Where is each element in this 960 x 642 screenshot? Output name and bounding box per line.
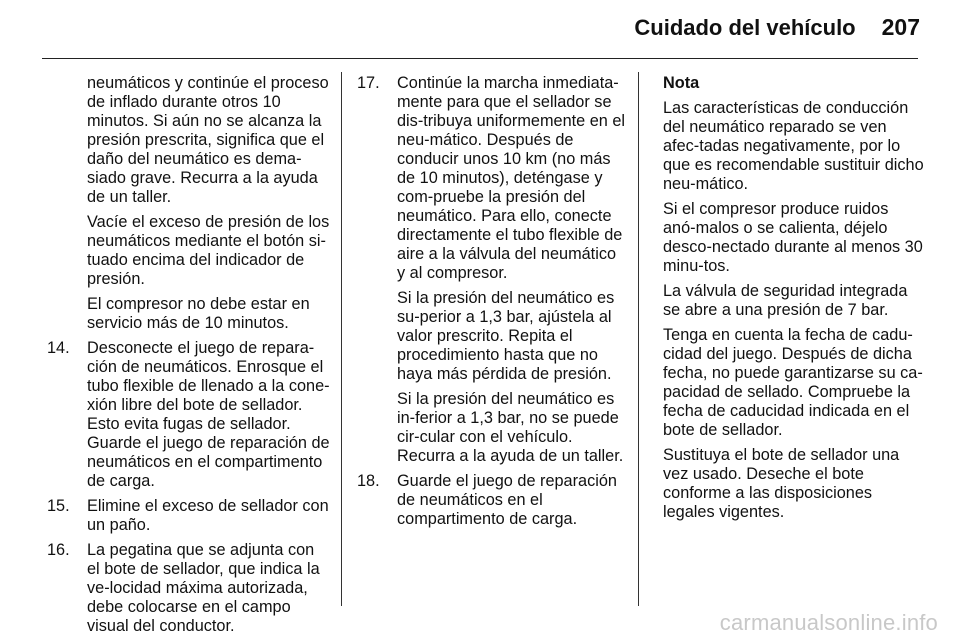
header-rule [42,58,918,59]
step-number: 14. [47,339,70,357]
page-header [634,14,920,46]
step-text: Elimine el exceso de sellador con un paño. [87,497,329,534]
note-paragraph: Tenga en cuenta la fecha de cadu-cidad del juego. Después de dicha fecha, no puede garantizarse su ca-pacidad de sellado. Compruebe la fecha de caducidad indicada en el bote de sellador. [663,326,923,439]
step-text: Si la presión del neumático es in-ferior a 1,3 bar, no se puede cir-cular con el vehículo. Recurra a la ayuda de un taller. [397,390,624,465]
note-paragraph: Si el compresor produce ruidos anó-malos o se calienta, déjelo desco-nectado durante al menos 30 minu-tos. [663,200,923,275]
step-text: Continúe la marcha inmediata-mente para que el sellador se dis-tribuya uniformemente en el neu-mático. Después de conducir unos 10 km (no más de 10 minutos), deténgase y com-pruebe la presión del neumático. Para ello, conecte directamente el tubo flexible de aire a la válvula del neumático y al compresor. [397,74,626,282]
note-paragraph: Sustituya el bote de sellador una vez usado. Deseche el bote conforme a las disposiciones legales vigentes. [663,446,900,521]
paragraph: El compresor no debe estar en servicio más de 10 minutos. [87,295,310,332]
continued-step-text [47,74,331,333]
step-15 [47,497,331,535]
step-16 [47,541,331,636]
step-number: 16. [47,541,70,559]
note-paragraph: La válvula de seguridad integrada se abre a una presión de 7 bar. [663,282,908,319]
column-divider [341,72,342,606]
watermark-text: carmanualsonline.info [719,610,938,635]
section-title: Cuidado del vehículo [634,15,856,40]
column-2 [357,74,627,535]
step-text: Desconecte el juego de repara-ción de neumáticos. Enrosque el tubo flexible de llenado a la cone-xión libre del bote de sellador. Esto evita fugas de sellador. Guarde el juego de reparación de neumáticos en el compartimento de carga. [87,339,330,490]
step-text: Si la presión del neumático es su-perior a 1,3 bar, ajústela al valor prescrito. Repita el procedimiento hasta que no haya más pérdida de presión. [397,289,615,383]
column-3-note [663,74,925,528]
paragraph: neumáticos y continúe el proceso de inflado durante otros 10 minutos. Si aún no se alcanza la presión prescrita, significa que el daño del neumático es dema-siado grave. Recurra a la ayuda de un taller. [87,74,329,206]
step-number: 18. [357,472,380,490]
step-text: Guarde el juego de reparación de neumáticos en el compartimento de carga. [397,472,617,528]
step-number: 17. [357,74,380,92]
step-17 [357,74,627,466]
step-text: La pegatina que se adjunta con el bote de sellador, que indica la ve-locidad máxima autorizada, debe colocarse en el campo visual del conductor. [87,541,320,635]
note-paragraph: Las características de conducción del neumático reparado se ven afec-tadas negativamente, por lo que es recomendable sustituir dicho neu-mático. [663,99,924,193]
page-number: 207 [881,14,920,40]
column-1 [47,74,331,642]
column-divider [638,72,639,606]
note-title: Nota [663,74,700,92]
step-14 [47,339,331,491]
step-18 [357,472,627,529]
paragraph: Vacíe el exceso de presión de los neumáticos mediante el botón si-tuado encima del indicador de presión. [87,213,330,288]
step-number: 15. [47,497,70,515]
